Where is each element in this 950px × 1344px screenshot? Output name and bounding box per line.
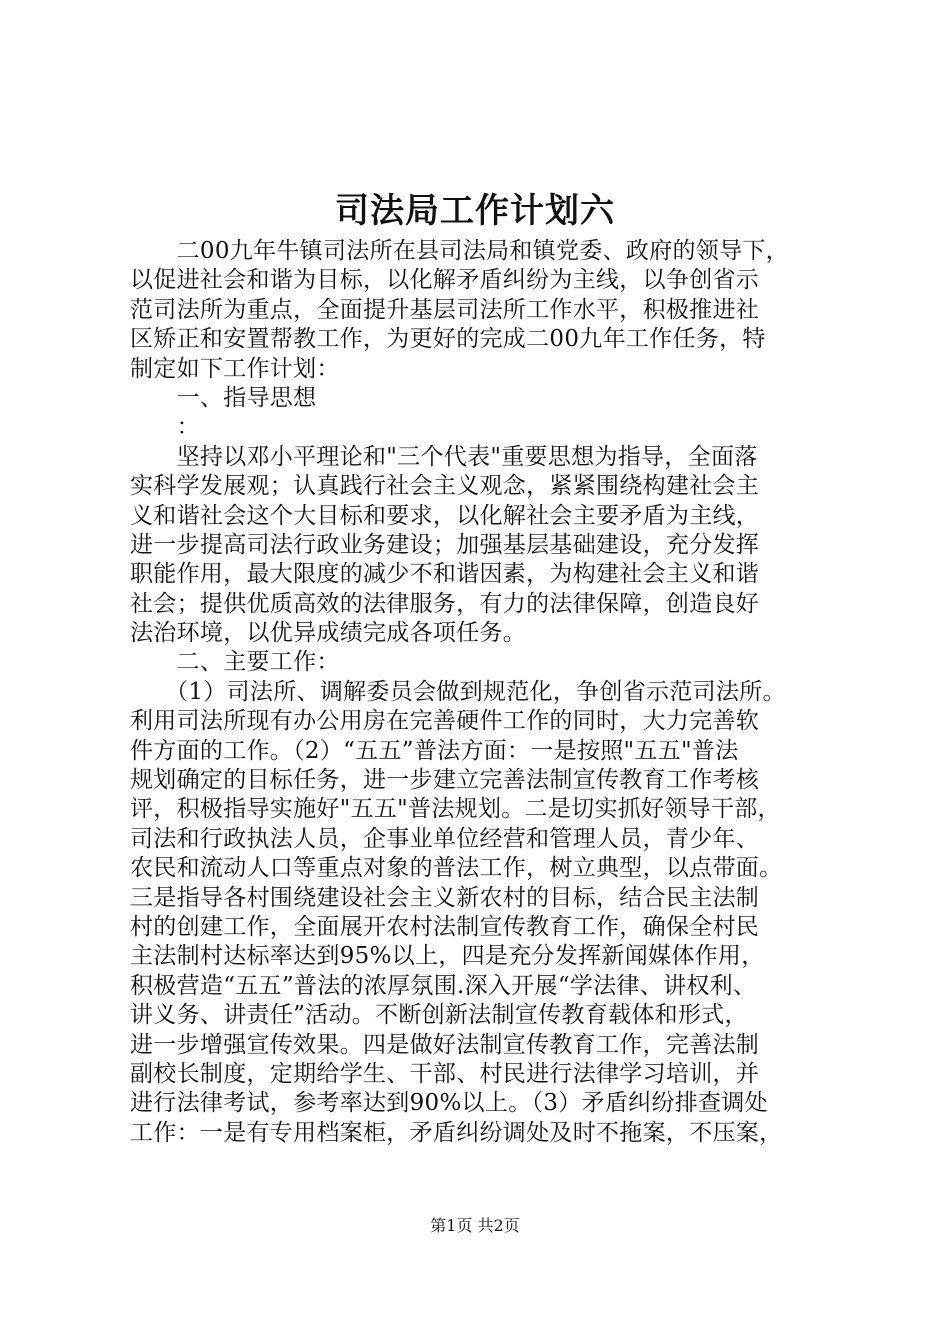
- body-text-line: 讲义务、讲责任”活动。不断创新法制宣传教育载体和形式，: [130, 1002, 748, 1029]
- body-text-line: 副校长制度，定期给学生、干部、村民进行法律学习培训，并: [130, 1060, 760, 1087]
- document-body: [130, 237, 850, 1148]
- body-text-line: 村的创建工作，全面展开农村法制宣传教育工作，确保全村民: [130, 913, 760, 940]
- body-text-line: 以促进社会和谐为目标，以化解矛盾纠纷为主线，以争创省示: [130, 267, 760, 294]
- body-text-line: 二00九年牛镇司法所在县司法局和镇党委、政府的领导下，: [130, 238, 789, 264]
- body-text-line: （1）司法所、调解委员会做到规范化，争创省示范司法所。: [130, 678, 786, 705]
- body-text-line: 工作：一是有专用档案柜，矛盾纠纷调处及时不拖案，不压案，: [130, 1119, 783, 1146]
- body-text-line: 农民和流动人口等重点对象的普法工作，树立典型，以点带面。: [130, 855, 783, 882]
- body-text-line: 区矫正和安置帮教工作，为更好的完成二00九年工作任务，特: [130, 326, 766, 353]
- body-text-line: 实科学发展观；认真践行社会主义观念，紧紧围绕构建社会主: [130, 473, 760, 500]
- body-text-line: 二、主要工作：: [130, 649, 340, 676]
- body-text-line: 进一步提高司法行政业务建设；加强基层基础建设，充分发挥: [130, 531, 760, 558]
- body-text-line: 社会；提供优质高效的法律服务，有力的法律保障，创造良好: [130, 590, 760, 617]
- body-text-line: 主法制村达标率达到95%以上，四是充分发挥新闻媒体作用，: [130, 943, 765, 970]
- body-text-line: ：: [130, 414, 200, 441]
- body-text-line: 利用司法所现有办公用房在完善硬件工作的同时，大力完善软: [130, 708, 760, 735]
- body-text-line: 件方面的工作。（2）“五五”普法方面：一是按照"五五"普法: [130, 737, 739, 764]
- body-text-line: 积极营造“五五”普法的浓厚氛围.深入开展“学法律、讲权利、: [130, 972, 757, 999]
- document-title: 司法局工作计划六: [335, 191, 615, 231]
- body-text-line: 进行法律考试，参考率达到90%以上。（3）矛盾纠纷排查调处: [130, 1090, 768, 1117]
- body-text-line: 范司法所为重点，全面提升基层司法所工作水平，积极推进社: [130, 296, 760, 323]
- body-text-line: 评，积极指导实施好"五五"普法规划。二是切实抓好领导干部，: [130, 796, 781, 823]
- body-text-line: 一、指导思想: [130, 384, 317, 411]
- body-text-line: 三是指导各村围绕建设社会主义新农村的目标，结合民主法制: [130, 884, 760, 911]
- body-text-line: 职能作用，最大限度的减少不和谐因素，为构建社会主义和谐: [130, 561, 760, 588]
- body-text-line: 法治环境，以优异成绩完成各项任务。: [130, 620, 527, 647]
- body-text-line: 规划确定的目标任务，进一步建立完善法制宣传教育工作考核: [130, 767, 760, 794]
- body-text-line: 进一步增强宣传效果。四是做好法制宣传教育工作，完善法制: [130, 1031, 760, 1058]
- body-text-line: 坚持以邓小平理论和"三个代表"重要思想为指导，全面落: [130, 443, 758, 470]
- body-text-line: 义和谐社会这个大目标和要求，以化解社会主要矛盾为主线，: [130, 502, 760, 529]
- body-text-line: 司法和行政执法人员，企事业单位经营和管理人员，青少年、: [130, 825, 760, 852]
- page-footer: 第1页 共2页: [430, 1216, 520, 1235]
- body-text-line: 制定如下工作计划：: [130, 355, 340, 382]
